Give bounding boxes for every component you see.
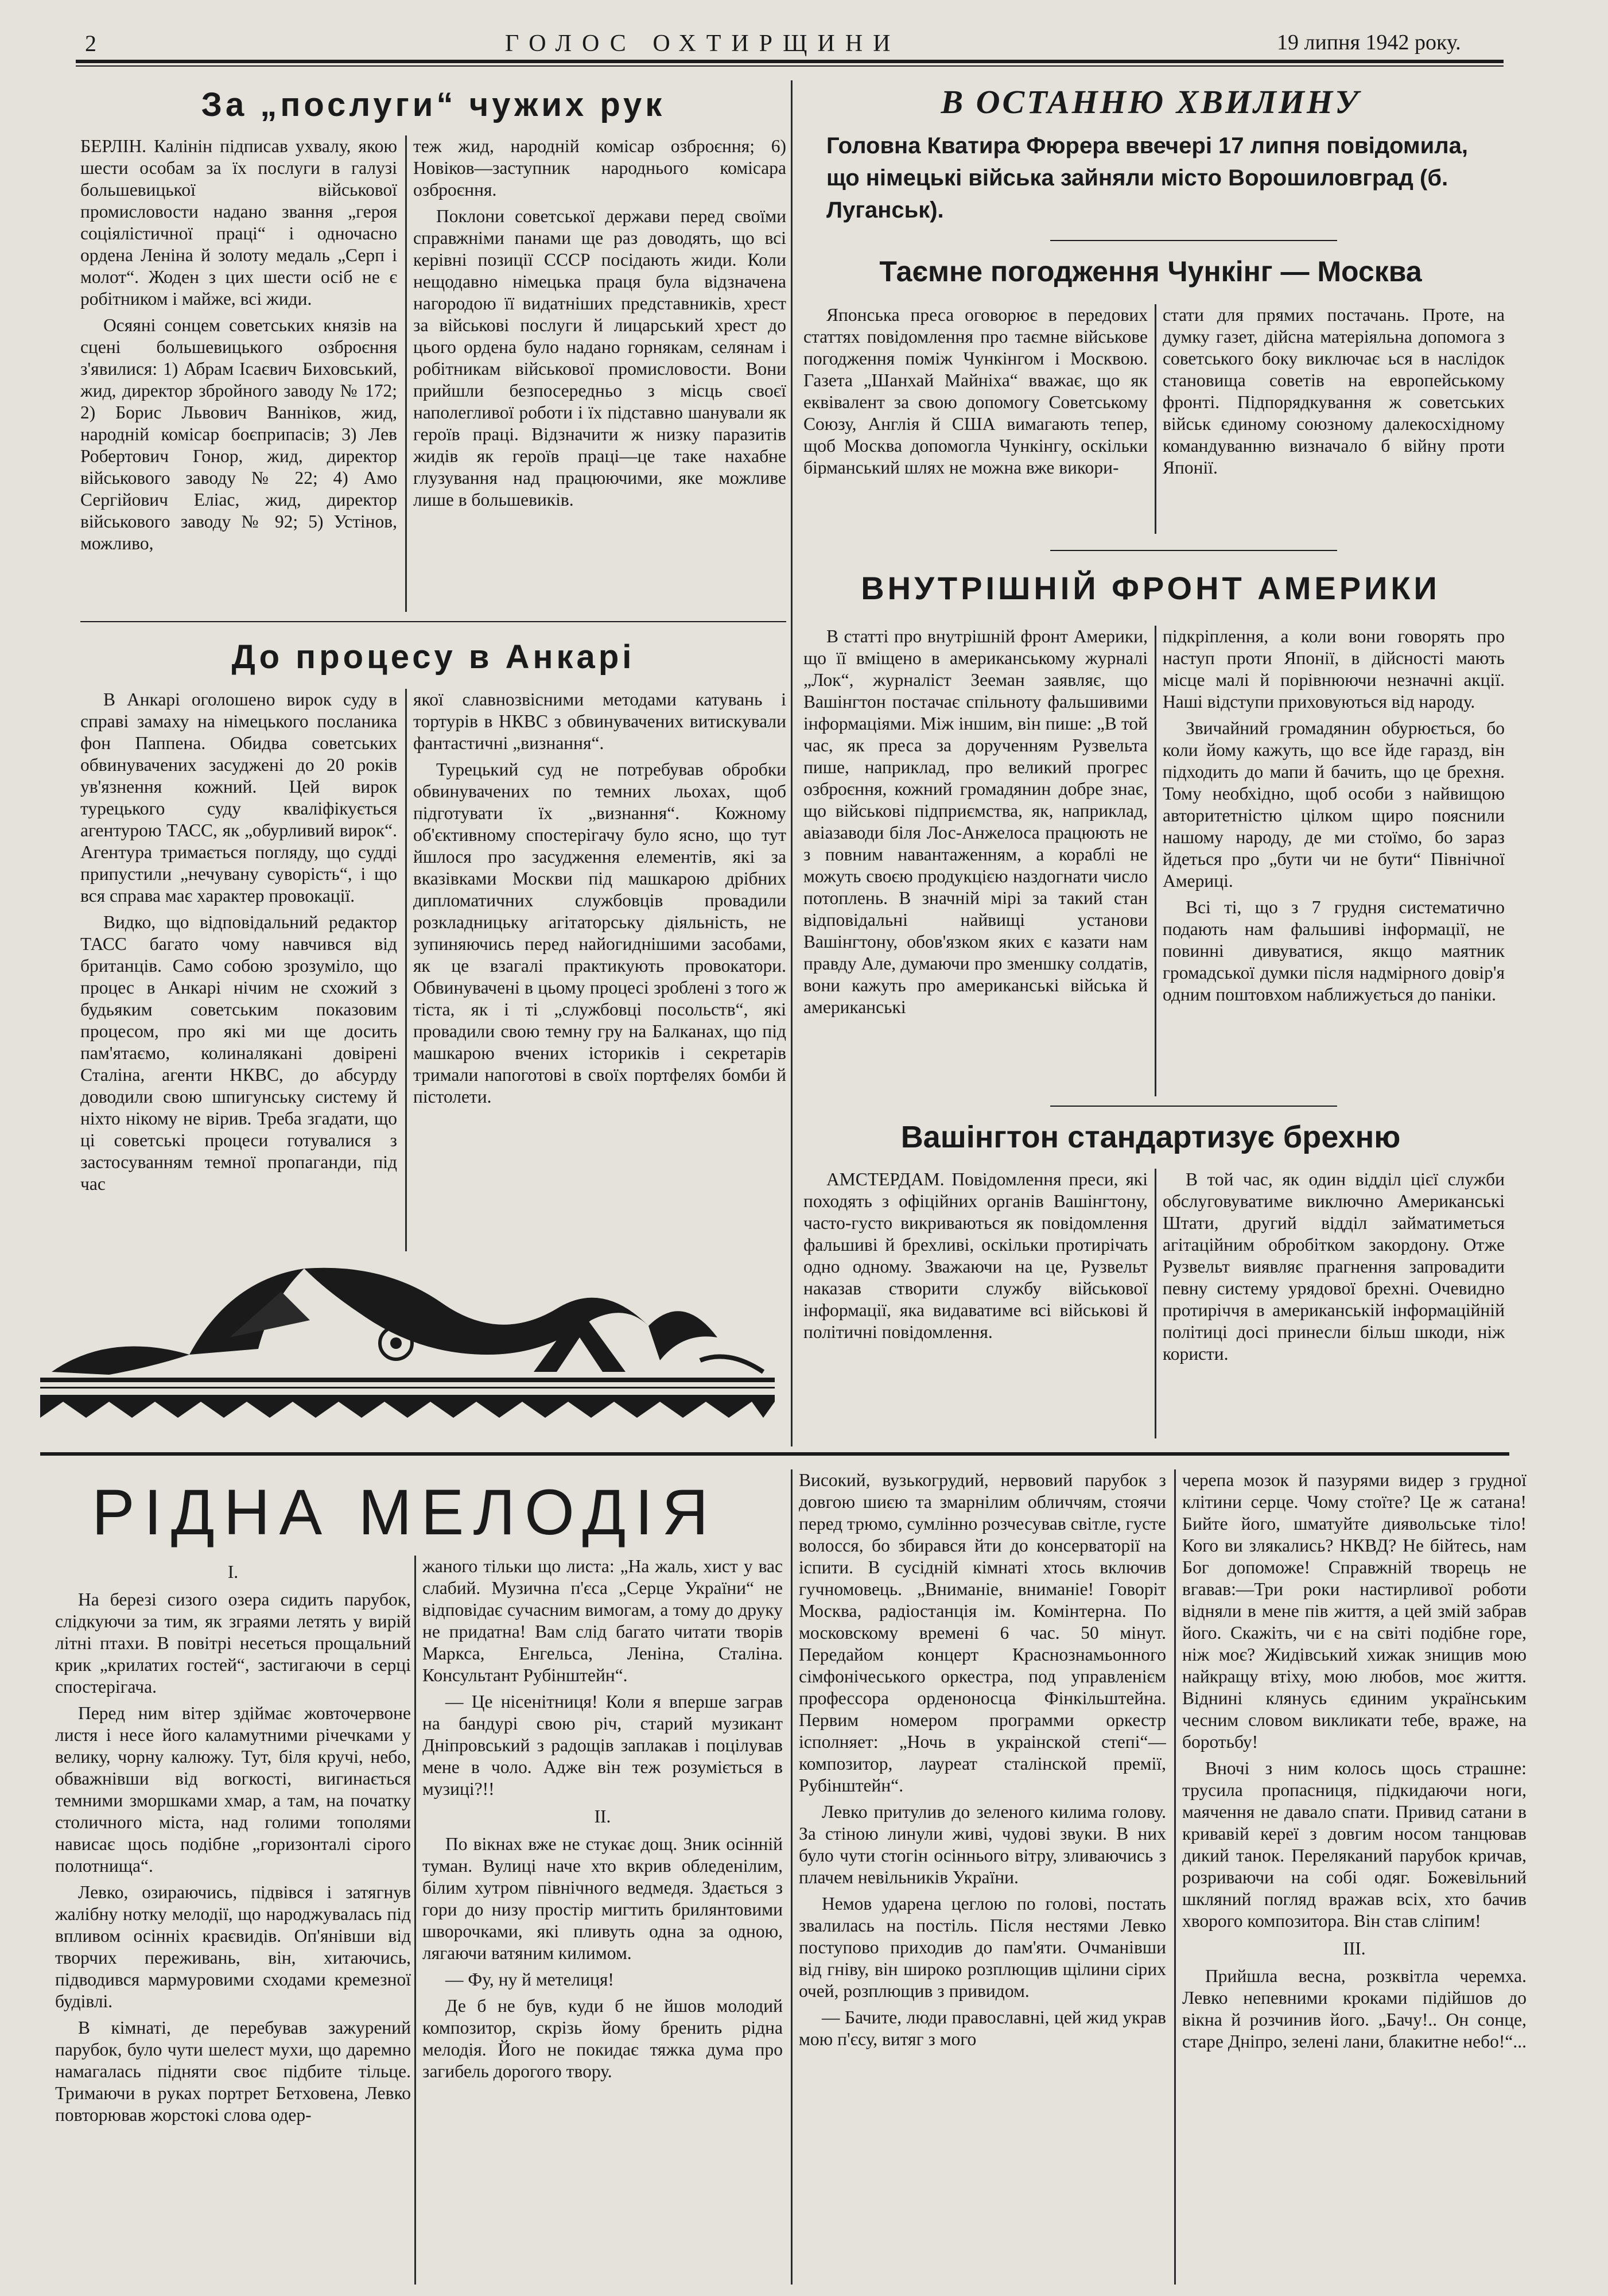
page-number: 2 [85, 30, 96, 56]
paragraph: Осяяні сонцем советських князів на сцені большевицького озброєння з'явилися: 1) Абрам Ісаєвич Биховський, жид, директор збройного заводу № 172; 2) Борис Львович Ванніков, жид, народній комісар боєприпасів; 3) Лев Робертович Гонор, жид, директор військового заводу № 22; 4) Амо Сергійович Еліас, жид, директор військового заводу № 92; 5) Устінов, можливо, [80, 315, 397, 553]
paragraph: Японська преса оговорює в передових статтях повідомлення про таємне військове погодження поміж Чункінгом і Москвою. Газета „Шанхай Майніха“ вважає, що як еквівалент за свою допомогу Советському Союзу, Англія й США вимагають тепер, щоб Москва допомогла Чункінгу, оскільки бірманський шлях не можна вже викори- [803, 305, 1148, 478]
article-america-col2 [1163, 626, 1505, 1108]
paragraph: якої славнозвісними методами катувань і тортурів в НКВС з обвинувачених витискували фантастичні „визнання“. [413, 689, 786, 753]
part-number: III. [1343, 1938, 1366, 1958]
paragraph: Звичайний громадянин обурюється, бо коли йому кажуть, що все йде гаразд, він підходить до мапи й бачить, що це брехня. Тому необхідно, щоб особи з найвищою авторитетністю цілком щиро пояснили нашому народу, де ми стоїмо, бо зараз йдеться про „бути чи не бути“ Північної Америці. [1163, 718, 1505, 891]
column-divider [791, 1469, 793, 2285]
decorative-ornament [40, 1257, 775, 1446]
section-rule [80, 621, 786, 622]
story-col1 [55, 1556, 411, 2285]
paragraph: Видко, що відповідальний редактор ТАСС багато чому навчився від британців. Само собою зрозуміло, що процес в Анкарі нічим не схожий з будьяким советським показовим процесом, про які ми ще досить пам'ятаємо, колиналякані довірені Сталіна, агенти НКВС, до абсурду доводили свою шпигунську систему й ніхто нікому не вірив. Треба згадати, що ці советські процеси готувалися з застосуванням темної пропаганди, під час [80, 912, 397, 1194]
part-number: II. [594, 1806, 611, 1826]
article-america-col1 [803, 626, 1148, 1108]
paragraph: По вікнах вже не стукає дощ. Зник осінній туман. Вулиці наче хто вкрив обледенілим, білим хутром північного ведмедя. Здається з гори до низу простір мигтить брилянтовими шворочками, які пливуть одна за одною, лягаючи ватяним килимом. [422, 1834, 783, 1963]
paragraph: стати для прямих постачань. Проте, на думку газет, дійсна матеріяльна допомога з советського боку виключає ься в наслідок становища советів на европейському фронті. Підпорядкування ж советських військ єдиному союзному далекосхідному командуванню визначало б війну проти Японії. [1163, 305, 1505, 478]
article-services-col1 [80, 135, 397, 615]
issue-date: 19 липня 1942 року. [1277, 30, 1461, 55]
column-divider [1174, 1469, 1176, 2285]
article-washington-col2 [1163, 1169, 1505, 1438]
article-chungking-col2 [1163, 304, 1505, 534]
article-title-ankara: До процесу в Анкарі [231, 638, 635, 676]
page-header [0, 30, 1608, 64]
article-ankara-col2 [413, 689, 786, 1251]
paragraph: В кімнаті, де перебував зажурений парубок, було чути шелест мухи, що даремно намагалась підняти своє підбите тільце. Тримаючи в руках портрет Бетховена, Левко повторював жорстокі слова одер- [55, 2018, 411, 2125]
paragraph: В статті про внутрішній фронт Америки, що її вміщено в американському журналі „Лок“, журналіст Зееман заявляє, що Вашінгтон постачає спільноту фальшивими інформаціями. Між іншим, він пише: „В той час, як преса за дорученням Рузвельта пише, наприклад, про великий прогрес озброєння, кожний громадянин добре знає, що військові підприємства, як, наприклад, авіазаводи біля Лос-Анжелоса працюють не з повним навантаженням, а кораблі не можуть своєю продукцією наздогнати число потоплень. В значній мірі за такий стан відповідальні найвищі установи Вашінгтону, обов'язком яких є казати нам правду Але, думаючи про зменшку солдатів, вони кажуть про американські війська й американські [803, 626, 1148, 1017]
paragraph: Вночі з ним колось щось страшне: трусила пропасниця, підкидаючи ноги, маячення не давало спати. Привид сатани в кривавій кереї з довгим носом танцював дикий танок. Переляканий парубок кричав, розриваючи на собі одяг. Божевільний шкляний погляд вражав всіх, хто бачив хворого композитора. Він став сліпим! [1182, 1758, 1527, 1931]
paragraph: жаного тільки що листа: „На жаль, хист у вас слабий. Музична п'єса „Серце України“ не відповідає сучасним вимогам, а тому до друку не придатна! Вам слід багато читати творів Маркса, Енгельса, Леніна, Сталіна. Консультант Рубінштейн“. [422, 1556, 783, 1685]
ornament-icon [40, 1257, 775, 1446]
paragraph: Турецький суд не потребував обробки обвинувачених по темних льохах, щоб підготувати їх „визнання“. Кожному об'єктивному спостерігачу було ясно, що тут йшлося про засудження елементів, які за вказівками Москви під машкарою дрібних дипломатичних службовців провадили розкладницьку агітаторську діяльність, не зупиняючись перед найогиднішими засобами, як це взагалі практикують провокатори. Обвинувачені в цьому процесі зроблені з того ж тіста, як і ті „службовці посольств“, які провадили свою темну гру на Балканах, що під машкарою вчених істориків і секретарів тримали напоготові в своїх портфелях бомби й пістолети. [413, 759, 786, 1107]
paragraph: БЕРЛІН. Калінін підписав ухвалу, якою шести особам за їх послуги в галузі большевицької військової промисловости надано звання „героя соціялістичної праці“ і одночасно ордена Леніна й золоту медаль „Серп і молот“. Жоден з цих шести осіб не є робітником і майже, всі жиди. [80, 136, 397, 309]
paragraph: — Бачите, люди православні, цей жид украв мою п'єсу, витяг з мого [799, 2007, 1166, 2049]
paragraph: Всі ті, що з 7 грудня систематично подають нам фальшиві інформації, не повинні дивуватися, якщо маятник громадської думки після надмірного довір'я одним поштовхом наближується до паніки. [1163, 897, 1505, 1004]
story-col2 [422, 1556, 783, 2285]
header-rule [76, 60, 1504, 63]
paragraph: Де б не був, куди б не йшов молодий композитор, скрізь йому бренить рідна мелодія. Його не покидає тяжка дума про загибель дорогого твору. [422, 1996, 783, 2081]
article-title-america: ВНУТРІШНІЙ ФРОНТ АМЕРИКИ [861, 570, 1440, 606]
column-divider-main [791, 80, 793, 1446]
paragraph: На березі сизого озера сидить парубок, слідкуючи за тим, як зграями летять у вирій літні птахи. В повітрі несеться прощальний крик „крилатих гостей“, застигаючи в серці спостерігача. [55, 1589, 411, 1697]
section-rule [1050, 240, 1337, 241]
paragraph: АМСТЕРДАМ. Повідомлення преси, які походять з офіційних органів Вашінгтону, часто-густо викриваються як повідомлення фальшиві й брехливі, оскільки протирічать одно одному. Зважаючи на це, Рузвельт наказав створити службу військової інформації, яка видаватиме всі військові й політичні повідомлення. [803, 1169, 1148, 1342]
flash-body: Головна Кватира Фюрера ввечері 17 липня повідомила, що німецькі війська зайняли місто Ворошиловград (б. Луганськ). [826, 133, 1468, 223]
article-title-washington: Вашінгтон стандартизує брехню [900, 1120, 1401, 1154]
paragraph: В той час, як один відділ цієї служби обслуговуватиме виключно Американські Штати, другий відділ займатиметься агітаційним обробітком закордону. Отже Рузвельт виявляє прагнення запровадити певну систему урядової брехні. Очевидно протиріччя в американській інформаційній політиці досі принесли більш шкоди, ніж користи. [1163, 1169, 1505, 1364]
paragraph: Левко, озираючись, підвівся і затягнув жалібну нотку мелодії, що народжувалась під впливом осінніх краєвидів. Оп'янівши від творчих переживань, він, хитаючись, підводився мармуровими сходами кремезної будівлі. [55, 1882, 411, 2011]
article-services-col2 [413, 135, 786, 615]
story-title: РІДНА МЕЛОДІЯ [92, 1476, 718, 1548]
article-chungking-col1 [803, 304, 1148, 534]
part-number: I. [227, 1562, 239, 1582]
story-col3 [799, 1469, 1166, 2285]
column-divider [414, 1556, 416, 2285]
article-washington-col1 [803, 1169, 1148, 1438]
paragraph: Прийшла весна, розквітла черемха. Левко непевними кроками підійшов до вікна й розчинив його. „Бачу!.. Он сонце, старе Дніпро, зелені лани, блакитне небо!“... [1182, 1966, 1527, 2051]
paragraph: — Це нісенітниця! Коли я вперше заграв на бандурі свою річ, старий музикант Дніпровський з радощів заплакав і поцілував мене в чоло. Адже він теж розуміється в музиці?!! [422, 1692, 783, 1799]
article-title-chungking: Таємне погодження Чункінг — Москва [879, 255, 1422, 288]
flash-title: В ОСТАННЮ ХВИЛИНУ [941, 83, 1361, 121]
article-title-services: За „послуги“ чужих рук [201, 86, 666, 123]
masthead: ГОЛОС ОХТИРЩИНИ [505, 30, 901, 57]
column-divider [405, 135, 407, 612]
paragraph: Немов ударена цеглою по голові, постать звалилась на постіль. Після нестями Левко поступово приходив до пам'яти. Очманівши від гніву, він широко розплющив щілини сірих очей, розплющив з привидом. [799, 1894, 1166, 2001]
paragraph: В Анкарі оголошено вирок суду в справі замаху на німецького посланика фон Паппена. Обидва советських обвинувачених засуджені до 20 років ув'язнення кожний. Цей вирок турецького суду кваліфікується агентурою ТАСС, як „обурливий вирок“. Агентура тримається погляду, що судді припустили „нечувану суворість“, і що вся справа має характер провокації. [80, 689, 397, 906]
header-rule-thin [76, 65, 1504, 67]
article-ankara-col1 [80, 689, 397, 1251]
page-split-rule [40, 1452, 1509, 1456]
paragraph: — Фу, ну й метелиця! [445, 1969, 614, 1989]
paragraph: підкріплення, а коли вони говорять про наступ проти Японії, в дійсності мають місце малі й порівнюючи незначні акції. Наші відступи приховуються від народу. [1163, 626, 1505, 712]
column-divider [405, 689, 407, 1251]
paragraph: Високий, вузькогрудий, нервовий парубок з довгою шиєю та змарнілим обличчям, стоячи перед трюмо, сумлінно розчесував світле, густе волосся, бо збирався йти до консерваторії на іспити. В сусідній кімнаті хтось включив гучномовець. „Вниманіе, вниманіе! Говоріт Москва, радіостанція ім. Комінтерна. По московскому времені 6 час. 50 мінут. Передайом концерт Краснознамьонного сімфонічеського оркестра, под управленієм профессора орденоносца Фінкільштейна. Первим номером программи оркестр ісполняет: „Ночь в украінской степі“—композитор, лауреат сталінской премії, Рубінштейн“. [799, 1470, 1166, 1795]
paragraph: Перед ним вітер здіймає жовточервоне листя і несе його каламутними річечками у велику, чорну калюжу. Тут, біля кручі, небо, обважнівши від вогкості, вигинається темними зморшками хмар, а там, на початку столичного міста, над голими тополями нависає щось подібне „горизонталі сірого полотнища“. [55, 1703, 411, 1876]
paragraph: Левко притулив до зеленого килима голову. За стіною линули живі, чудові звуки. В них було чути стогін осіннього вітру, зливаючись з плачем невільників України. [799, 1802, 1166, 1887]
column-divider [1155, 626, 1156, 1096]
paragraph: теж жид, народній комісар озброєння; 6) Новіков—заступник народнього комісара озброєння. [413, 136, 786, 200]
paragraph: Поклони советської держави перед своїми справжніми панами ще раз доводять, що всі керівні позиції СССР посідають жиди. Коли нещодавно німецька праця була відзначена нагородою її видатніших представників, хрест за військові послуги й лицарський хрест до цього ордена було надано горнякам, селянам і робітникам військової промисловости. Вони прийшли безпосередньо з місць своєї наполегливої роботи і їх підставно шанували як героїв праці. Відзначити ж низку паразитів жидів як героїв праці—це таке нахабне глузування над працюючими, яке можливе лише в большевиків. [413, 206, 786, 510]
column-divider [1155, 304, 1156, 534]
paragraph: черепа мозок й пазурями видер з грудної клітини серце. Чому стоїте? Це ж сатана! Бийте його, шматуйте диявольське тіло! Кого ви злякались? НКВД? Не бійтесь, нам Бог допоможе! Справжній творець не вгавав:—Три роки настирливої роботи відняли в мене пів життя, а цей змій забрав його. Скажіть, чи є на світі подібне горе, ніж моє? Жидівський хижак знищив мою найкращу втіху, мою любов, моє життя. Віднині клянусь єдиним українським чесним словом викликати тебе, враже, на боротьбу! [1182, 1470, 1527, 1752]
section-rule [1050, 1106, 1337, 1107]
column-divider [1155, 1169, 1156, 1438]
story-col4 [1182, 1469, 1527, 2285]
section-rule [1050, 550, 1337, 551]
